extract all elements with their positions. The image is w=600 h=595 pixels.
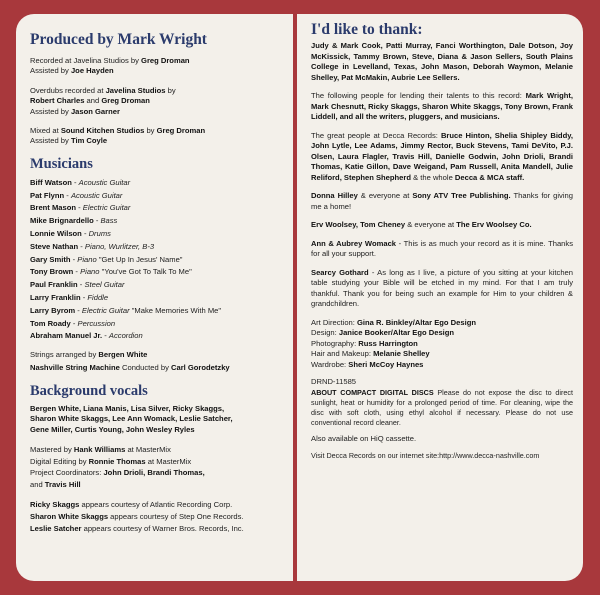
musician-song: "Get Up In Jesus' Name" bbox=[98, 254, 183, 264]
credit-line: Hair and Makeup: Melanie Shelley bbox=[311, 349, 430, 359]
musician-name: Tony Brown bbox=[30, 267, 74, 277]
vocalists-line: Sharon White Skaggs, Lee Ann Womack, Leslie Satcher, bbox=[30, 414, 233, 424]
mixing-credits bbox=[30, 126, 283, 147]
credit-line: Art Direction: Gina R. Binkley/Altar Ego Design bbox=[311, 317, 476, 327]
musician-row: Larry Byrom - Electric Guitar "Make Memories With Me" bbox=[30, 305, 222, 315]
credit-line: Strings arranged by Bergen White bbox=[30, 350, 148, 360]
musician-row: Steve Nathan - Piano, Wurlitzer, B-3 bbox=[30, 241, 155, 251]
right-panel bbox=[297, 14, 583, 581]
musician-instrument: Piano bbox=[77, 254, 97, 264]
credit-line: Assisted by Joe Hayden bbox=[30, 66, 114, 76]
musician-row: Tom Roady - Percussion bbox=[30, 318, 116, 328]
musician-name: Abraham Manuel Jr. bbox=[30, 331, 103, 341]
musicians-heading: Musicians bbox=[30, 155, 93, 172]
credit-line: Mixed at Sound Kitchen Studios by Greg Droman bbox=[30, 126, 206, 136]
credit-line: Design: Janice Booker/Altar Ego Design bbox=[311, 328, 455, 338]
musician-instrument: Piano bbox=[80, 267, 100, 277]
mastering-credits bbox=[30, 444, 283, 490]
musician-name: Paul Franklin bbox=[30, 280, 78, 290]
right-column bbox=[311, 21, 573, 462]
vocalists-line: Gene Miller, Curtis Young, John Wesley Ryles bbox=[30, 424, 195, 434]
courtesy-line: Sharon White Skaggs appears courtesy of Step One Records. bbox=[30, 512, 244, 522]
musician-name: Tom Roady bbox=[30, 318, 71, 328]
spacer bbox=[311, 370, 573, 377]
musician-instrument: Fiddle bbox=[87, 293, 109, 303]
womack-paragraph: Ann & Aubrey Womack - This is as much your record as it is mine. Thanks for all your support. bbox=[311, 238, 574, 258]
credit-line: and Travis Hill bbox=[30, 479, 81, 489]
spacer bbox=[30, 490, 283, 499]
musician-name: Larry Byrom bbox=[30, 305, 76, 315]
decca-paragraph: The great people at Decca Records: Bruce Hinton, Shelia Shipley Biddy, John Lytle, Lee Adams, Jimmy Rector, Buck Stevens, Tami DeVito, P.J. Olsen, Laura Flagler, Travis Hill, Danielle Godwin, John Drioli, Brandi Thomas, Katie Gillon, Dave Weigand, Pam Russell, Anita Mandell, Julie Reliford, Stephen Shepherd & the whole Decca & MCA staff. bbox=[311, 130, 573, 182]
credit-line: Robert Charles and Greg Droman bbox=[30, 96, 150, 106]
musicians-list bbox=[30, 177, 283, 343]
musician-row: Tony Brown - Piano "You've Got To Talk To Me" bbox=[30, 267, 192, 277]
musician-song: "Make Memories With Me" bbox=[131, 305, 222, 315]
musician-row: Paul Franklin - Steel Guitar bbox=[30, 280, 125, 290]
catalog-number: DRND-11585 bbox=[311, 377, 357, 387]
musician-row: Larry Franklin - Fiddle bbox=[30, 293, 109, 303]
credit-line: Recorded at Javelina Studios by Greg Droman bbox=[30, 56, 190, 65]
credit-line: Photography: Russ Harrington bbox=[311, 338, 418, 348]
musician-name: Gary Smith bbox=[30, 254, 71, 264]
credit-line: Nashville String Machine Conducted by Carl Gorodetzky bbox=[30, 362, 230, 372]
strings-credits bbox=[30, 350, 283, 373]
talents-paragraph: The following people for lending their talents to this record: Mark Wright, Mark Chesnutt, Ricky Skaggs, Sharon White Skaggs, Tony Brown, Frank Liddell, and all the writers, pluggers, and musicians. bbox=[311, 91, 573, 121]
musician-instrument: Steel Guitar bbox=[84, 280, 125, 290]
musician-row: Biff Watson - Acoustic Guitar bbox=[30, 177, 131, 187]
musician-row: Abraham Manuel Jr. - Accordion bbox=[30, 331, 143, 341]
spacer bbox=[30, 343, 283, 350]
musician-name: Lonnie Wilson bbox=[30, 229, 82, 239]
credit-line: Mastered by Hank Williams at MasterMix bbox=[30, 445, 171, 455]
musician-name: Steve Nathan bbox=[30, 241, 79, 251]
vocalists-line: Bergen White, Liana Manis, Lisa Silver, Ricky Skaggs, bbox=[30, 404, 225, 414]
musician-name: Larry Franklin bbox=[30, 293, 81, 303]
musician-row: Pat Flynn - Acoustic Guitar bbox=[30, 190, 123, 200]
left-column bbox=[30, 31, 283, 535]
background-vocals-list bbox=[30, 404, 283, 435]
spacer bbox=[30, 77, 283, 86]
musician-instrument: Acoustic Guitar bbox=[78, 177, 131, 187]
musician-instrument: Electric Guitar bbox=[81, 305, 130, 315]
musician-song: "You've Got To Talk To Me" bbox=[101, 267, 192, 277]
background-vocals-heading: Background vocals bbox=[30, 383, 148, 400]
credit-line: Overdubs recorded at Javelina Studios by bbox=[30, 85, 176, 95]
musician-instrument: Drums bbox=[88, 229, 111, 239]
overdub-credits bbox=[30, 86, 283, 117]
design-credits bbox=[311, 318, 573, 371]
credit-line: Assisted by Tim Coyle bbox=[30, 136, 108, 146]
credit-line: Wardrobe: Sheri McCoy Haynes bbox=[311, 359, 424, 369]
website-link[interactable]: Visit Decca Records on our internet site:http://www.decca-nashville.com bbox=[311, 451, 540, 461]
spacer bbox=[30, 117, 283, 126]
thanks-heading: I'd like to thank: bbox=[311, 21, 423, 38]
courtesy-line: Leslie Satcher appears courtesy of Warner Bros. Records, Inc. bbox=[30, 524, 244, 534]
recording-credits bbox=[30, 56, 283, 77]
left-panel bbox=[16, 14, 293, 581]
musician-name: Mike Brignardello bbox=[30, 216, 94, 226]
musician-instrument: Percussion bbox=[77, 318, 116, 328]
musician-name: Biff Watson bbox=[30, 177, 72, 187]
thanks-names-paragraph: Judy & Mark Cook, Patti Murray, Fanci Worthington, Dale Dotson, Joy McKissick, Tammy Brown, Steve, Diana & Jason Sellers, South Plains College in Levelland, Texas, John Mason, Deborah Waymon, Melanie Shelley, Pat McMakin, Aubrie Lee Sellers. bbox=[311, 41, 573, 82]
musician-instrument: Piano, Wurlitzer, B-3 bbox=[84, 241, 155, 251]
musician-row: Brent Mason - Electric Guitar bbox=[30, 203, 131, 213]
courtesy-credits bbox=[30, 499, 283, 535]
credit-line: Assisted by Jason Garner bbox=[30, 106, 120, 116]
musician-row: Mike Brignardello - Bass bbox=[30, 216, 118, 226]
musician-instrument: Bass bbox=[100, 216, 118, 226]
cassette-note: Also available on HiQ cassette. bbox=[311, 433, 417, 443]
musician-name: Pat Flynn bbox=[30, 190, 65, 200]
musician-name: Brent Mason bbox=[30, 203, 76, 213]
credit-line: Project Coordinators: John Drioli, Brandi Thomas, bbox=[30, 468, 205, 478]
credit-line: Digital Editing by Ronnie Thomas at MasterMix bbox=[30, 456, 192, 466]
musician-row: Gary Smith - Piano "Get Up In Jesus' Name" bbox=[30, 254, 183, 264]
musician-instrument: Accordion bbox=[108, 331, 143, 341]
musician-instrument: Electric Guitar bbox=[82, 203, 131, 213]
spacer bbox=[30, 435, 283, 444]
erv-paragraph: Erv Woolsey, Tom Cheney & everyone at The Erv Woolsey Co. bbox=[311, 220, 532, 229]
gothard-paragraph: Searcy Gothard - As long as I live, a picture of you sitting at your kitchen table studying your Bible will be etched in my mind. For that I am truly thankful. Thank you for being such an example for Him to your children & grandchildren. bbox=[311, 267, 573, 308]
disc-care-notice: ABOUT COMPACT DIGITAL DISCS Please do not expose the disc to direct sunlight, heat or humidity for a prolonged period of time. For cleaning, wipe the disc with soft cloth, using ethyl alcohol if necessary. Please do not use conventional record cleaner. bbox=[311, 387, 573, 427]
produced-by-heading: Produced by Mark Wright bbox=[30, 31, 207, 48]
musician-instrument: Acoustic Guitar bbox=[70, 190, 123, 200]
courtesy-line: Ricky Skaggs appears courtesy of Atlantic Recording Corp. bbox=[30, 500, 233, 510]
sony-paragraph: Donna Hilley & everyone at Sony ATV Tree Publishing. Thanks for giving me a home! bbox=[311, 191, 573, 211]
musician-row: Lonnie Wilson - Drums bbox=[30, 229, 111, 239]
